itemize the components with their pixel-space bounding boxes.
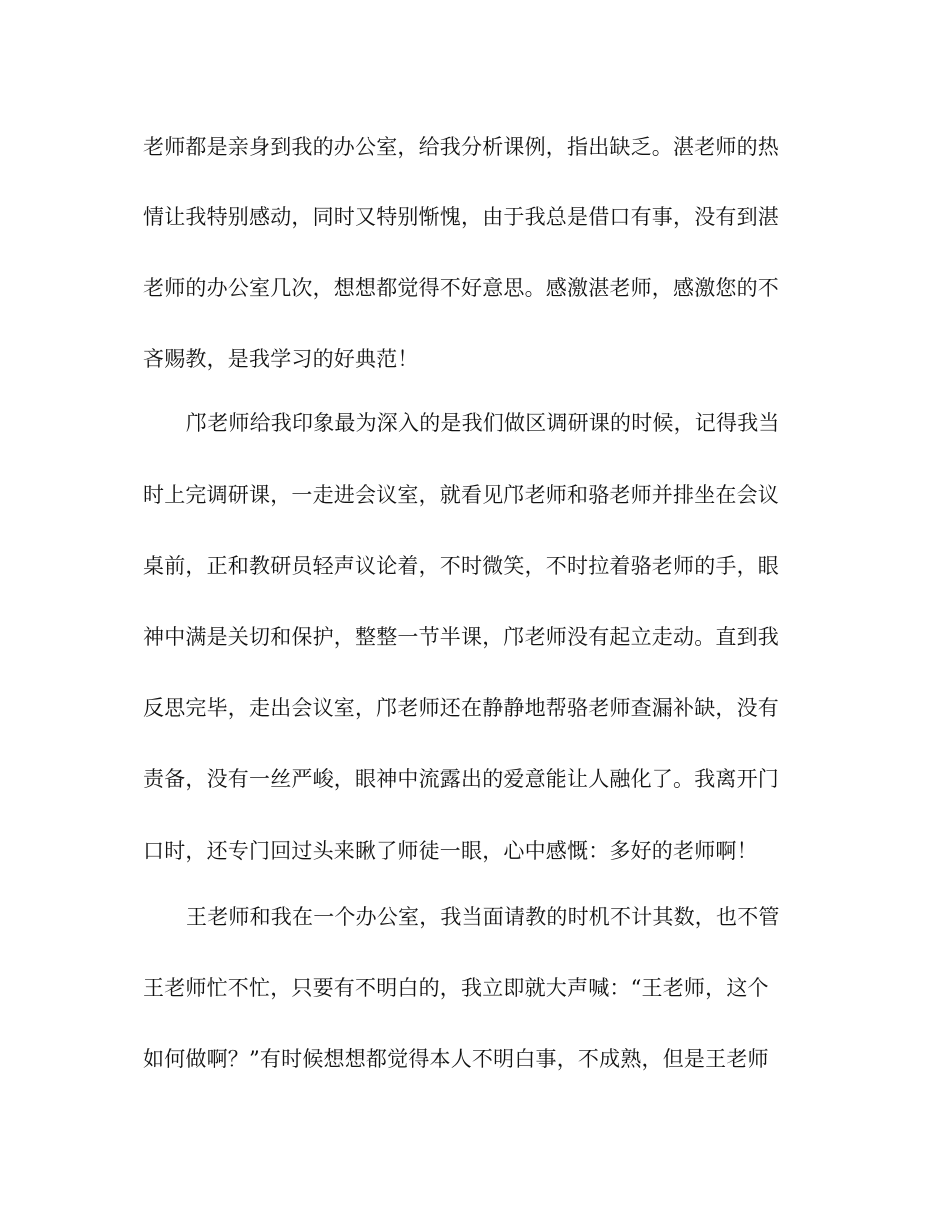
text-line: 神中满是关切和保护，整整一节半课，邝老师没有起立走动。直到我 [143, 625, 779, 649]
text-line: 王老师忙不忙，只要有不明白的，我立即就大声喊：“王老师，这个 [143, 976, 769, 1000]
text-line: 吝赐教，是我学习的好典范！ [143, 347, 419, 371]
text-line: 情让我特别感动，同时又特别惭愧，由于我总是借口有事，没有到湛 [143, 205, 779, 229]
text-line: 反思完毕，走出会议室，邝老师还在静静地帮骆老师查漏补缺，没有 [143, 696, 779, 720]
text-line: 责备，没有一丝严峻，眼神中流露出的爱意能让人融化了。我离开门 [143, 767, 779, 791]
text-line: 时上完调研课，一走进会议室，就看见邝老师和骆老师并排坐在会议 [143, 483, 779, 507]
paragraph-first-line: 邝老师给我印象最为深入的是我们做区调研课的时候，记得我当 [186, 411, 780, 435]
text-line: 老师的办公室几次，想想都觉得不好意思。感激湛老师，感激您的不 [143, 276, 779, 300]
text-line: 老师都是亲身到我的办公室，给我分析课例，指出缺乏。湛老师的热 [143, 135, 779, 159]
text-line: 口时，还专门回过头来瞅了师徒一眼，心中感慨：多好的老师啊！ [143, 839, 758, 863]
text-line: 如何做啊？”有时候想想都觉得本人不明白事，不成熟，但是王老师 [143, 1047, 769, 1071]
text-line: 桌前，正和教研员轻声议论着，不时微笑，不时拉着骆老师的手，眼 [143, 554, 779, 578]
paragraph-first-line: 王老师和我在一个办公室，我当面请教的时机不计其数，也不管 [186, 905, 780, 929]
